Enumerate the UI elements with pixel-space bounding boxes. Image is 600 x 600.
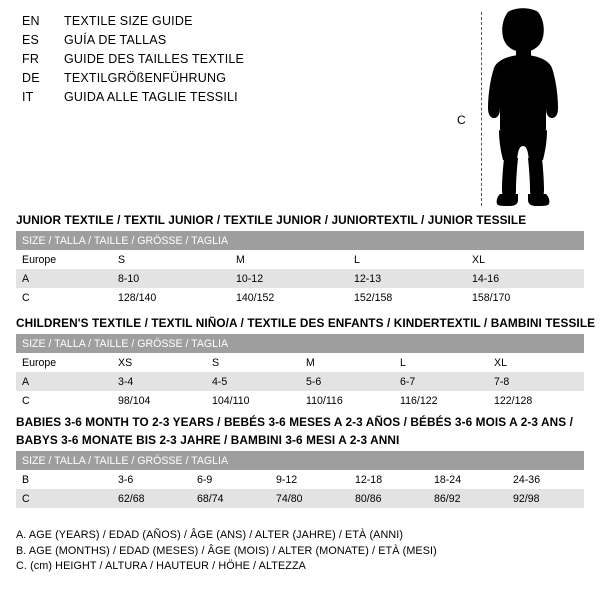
language-title: TEXTILE SIZE GUIDE [64, 14, 193, 28]
section-title-line-2: BABYS 3-6 MONATE BIS 2-3 JAHRE / BAMBINI 3-6 MESI A 2-3 ANNI [16, 433, 400, 447]
table-row [16, 288, 584, 307]
table-head-row [16, 451, 584, 470]
cell: 14-16 [466, 269, 584, 288]
cell: 92/98 [507, 489, 584, 508]
cell: S [206, 353, 300, 372]
babies-size-table [16, 451, 584, 508]
cell: 62/68 [112, 489, 191, 508]
cell: 128/140 [112, 288, 230, 307]
legend-footer [16, 528, 584, 575]
language-code: ES [22, 33, 40, 47]
cell: 3-6 [112, 470, 191, 489]
size-head-label: SIZE / TALLA / TAILLE / GRÖSSE / TAGLIA [16, 334, 584, 353]
legend-line-c: C. (cm) HEIGHT / ALTURA / HAUTEUR / HÖHE / ALTEZZA [16, 560, 306, 572]
cell: 8-10 [112, 269, 230, 288]
cell: 110/116 [300, 391, 394, 410]
language-title: GUIDE DES TAILLES TEXTILE [64, 52, 245, 66]
row-label: C [16, 391, 112, 410]
cell: M [230, 250, 348, 269]
toddler-silhouette-icon [473, 8, 583, 208]
row-label: B [16, 470, 112, 489]
cell: 7-8 [488, 372, 584, 391]
language-code: FR [22, 52, 40, 66]
cell: 152/158 [348, 288, 466, 307]
header-row [22, 52, 442, 71]
cell: 158/170 [466, 288, 584, 307]
table-row [16, 489, 584, 508]
header-row [22, 33, 442, 52]
row-label: Europe [16, 250, 112, 269]
row-label: A [16, 269, 112, 288]
childrens-size-table [16, 334, 584, 410]
legend-line-b: B. AGE (MONTHS) / EDAD (MESES) / ÂGE (MOIS) / ALTER (MONATE) / ETÀ (MESI) [16, 544, 437, 557]
language-title: GUÍA DE TALLAS [64, 33, 167, 47]
section-childrens-textile [16, 316, 596, 410]
cell: 24-36 [507, 470, 584, 489]
section-babies-textile [16, 415, 584, 508]
size-head-label: SIZE / TALLA / TAILLE / GRÖSSE / TAGLIA [16, 231, 584, 250]
section-title: JUNIOR TEXTILE / TEXTIL JUNIOR / TEXTILE JUNIOR / JUNIORTEXTIL / JUNIOR TESSILE [16, 213, 527, 227]
cell: L [394, 353, 488, 372]
cell: M [300, 353, 394, 372]
cell: 6-9 [191, 470, 270, 489]
language-title: TEXTILGRÖßENFÜHRUNG [64, 71, 227, 85]
table-row [16, 269, 584, 288]
section-title: CHILDREN'S TEXTILE / TEXTIL NIÑO/A / TEXTILE DES ENFANTS / KINDERTEXTIL / BAMBINI TESSILE [16, 316, 596, 330]
cell: 3-4 [112, 372, 206, 391]
row-label: Europe [16, 353, 112, 372]
header-row [22, 71, 442, 90]
table-row [16, 353, 584, 372]
cell: L [348, 250, 466, 269]
cell: XS [112, 353, 206, 372]
table-row [16, 372, 584, 391]
legend-line-a: A. AGE (YEARS) / EDAD (AÑOS) / ÂGE (ANS) / ALTER (JAHRE) / ETÀ (ANNI) [16, 529, 404, 541]
table-row [16, 391, 584, 410]
cell: 122/128 [488, 391, 584, 410]
cell: 98/104 [112, 391, 206, 410]
size-head-label: SIZE / TALLA / TAILLE / GRÖSSE / TAGLIA [16, 451, 584, 470]
cell: 104/110 [206, 391, 300, 410]
cell: 9-12 [270, 470, 349, 489]
cell: XL [488, 353, 584, 372]
section-junior-textile [16, 213, 584, 307]
measure-label-c: C [457, 113, 466, 127]
section-title-line-1: BABIES 3-6 MONTH TO 2-3 YEARS / BEBÉS 3-6 MESES A 2-3 AÑOS / BÉBÉS 3-6 MOIS A 2-3 ANS / [16, 415, 573, 429]
cell: 4-5 [206, 372, 300, 391]
language-code: DE [22, 71, 40, 85]
table-head-row [16, 334, 584, 353]
cell: 18-24 [428, 470, 507, 489]
cell: 10-12 [230, 269, 348, 288]
table-row [16, 470, 584, 489]
row-label: C [16, 489, 112, 508]
cell: 86/92 [428, 489, 507, 508]
figure-illustration [455, 8, 590, 208]
row-label: C [16, 288, 112, 307]
language-title: GUIDA ALLE TAGLIE TESSILI [64, 90, 238, 104]
row-label: A [16, 372, 112, 391]
header-row [22, 90, 442, 109]
cell: 80/86 [349, 489, 428, 508]
language-code: IT [22, 90, 34, 104]
language-code: EN [22, 14, 40, 28]
cell: 5-6 [300, 372, 394, 391]
cell: 74/80 [270, 489, 349, 508]
cell: 140/152 [230, 288, 348, 307]
cell: 68/74 [191, 489, 270, 508]
cell: 6-7 [394, 372, 488, 391]
cell: 12-18 [349, 470, 428, 489]
cell: XL [466, 250, 584, 269]
language-header [22, 14, 442, 109]
cell: 116/122 [394, 391, 488, 410]
header-row [22, 14, 442, 33]
table-row [16, 250, 584, 269]
junior-size-table [16, 231, 584, 307]
table-head-row [16, 231, 584, 250]
cell: S [112, 250, 230, 269]
cell: 12-13 [348, 269, 466, 288]
